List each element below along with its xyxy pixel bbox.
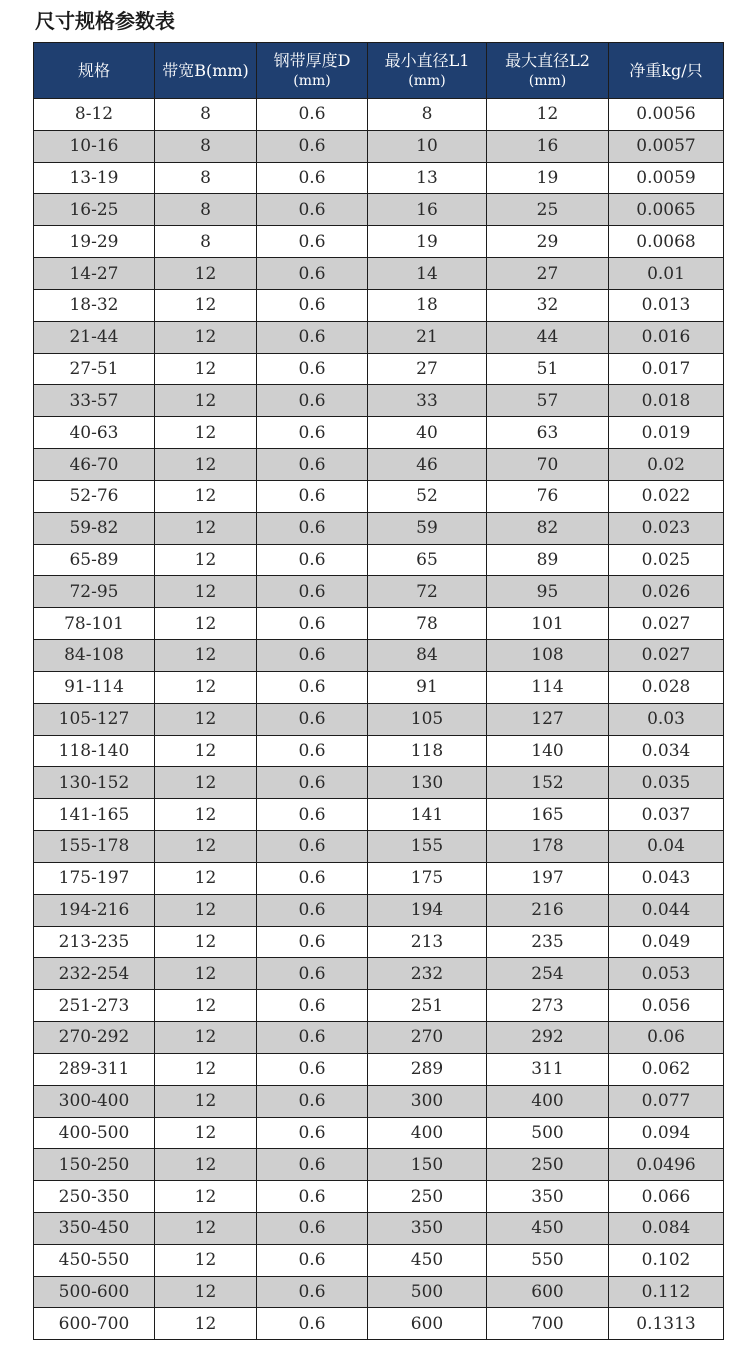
cell-net-weight: 0.0057 — [609, 130, 724, 162]
cell-min-diameter: 84 — [368, 640, 487, 672]
cell-max-diameter: 19 — [487, 162, 609, 194]
cell-band-width: 12 — [155, 735, 257, 767]
cell-min-diameter: 300 — [368, 1085, 487, 1117]
cell-max-diameter: 44 — [487, 321, 609, 353]
cell-net-weight: 0.027 — [609, 640, 724, 672]
header-thickness — [257, 43, 368, 99]
cell-max-diameter: 450 — [487, 1212, 609, 1244]
cell-min-diameter: 13 — [368, 162, 487, 194]
cell-max-diameter: 700 — [487, 1308, 609, 1340]
table-row — [34, 703, 724, 735]
cell-net-weight: 0.077 — [609, 1085, 724, 1117]
cell-thickness: 0.6 — [257, 1244, 368, 1276]
cell-min-diameter: 155 — [368, 831, 487, 863]
cell-band-width: 12 — [155, 862, 257, 894]
cell-thickness: 0.6 — [257, 1308, 368, 1340]
cell-spec: 59-82 — [34, 512, 155, 544]
table-row — [34, 258, 724, 290]
table-row — [34, 162, 724, 194]
table-row — [34, 608, 724, 640]
cell-max-diameter: 350 — [487, 1181, 609, 1213]
cell-spec: 150-250 — [34, 1149, 155, 1181]
header-min-diameter — [368, 43, 487, 99]
cell-max-diameter: 400 — [487, 1085, 609, 1117]
cell-band-width: 8 — [155, 162, 257, 194]
cell-net-weight: 0.026 — [609, 576, 724, 608]
cell-band-width: 12 — [155, 1244, 257, 1276]
cell-net-weight: 0.017 — [609, 353, 724, 385]
cell-thickness: 0.6 — [257, 1022, 368, 1054]
cell-min-diameter: 65 — [368, 544, 487, 576]
cell-max-diameter: 197 — [487, 862, 609, 894]
table-row — [34, 130, 724, 162]
table-row — [34, 353, 724, 385]
cell-max-diameter: 27 — [487, 258, 609, 290]
cell-spec: 118-140 — [34, 735, 155, 767]
cell-thickness: 0.6 — [257, 449, 368, 481]
cell-spec: 21-44 — [34, 321, 155, 353]
cell-band-width: 12 — [155, 1022, 257, 1054]
cell-band-width: 12 — [155, 1085, 257, 1117]
cell-spec: 8-12 — [34, 99, 155, 131]
table-row — [34, 1181, 724, 1213]
cell-spec: 289-311 — [34, 1053, 155, 1085]
cell-net-weight: 0.022 — [609, 480, 724, 512]
cell-thickness: 0.6 — [257, 608, 368, 640]
cell-max-diameter: 235 — [487, 926, 609, 958]
table-row — [34, 735, 724, 767]
cell-band-width: 12 — [155, 385, 257, 417]
table-row — [34, 194, 724, 226]
cell-thickness: 0.6 — [257, 1053, 368, 1085]
cell-band-width: 12 — [155, 608, 257, 640]
cell-thickness: 0.6 — [257, 130, 368, 162]
cell-min-diameter: 18 — [368, 289, 487, 321]
cell-min-diameter: 8 — [368, 99, 487, 131]
cell-net-weight: 0.028 — [609, 671, 724, 703]
cell-min-diameter: 270 — [368, 1022, 487, 1054]
cell-net-weight: 0.049 — [609, 926, 724, 958]
cell-net-weight: 0.01 — [609, 258, 724, 290]
cell-spec: 213-235 — [34, 926, 155, 958]
cell-min-diameter: 213 — [368, 926, 487, 958]
cell-min-diameter: 250 — [368, 1181, 487, 1213]
cell-min-diameter: 33 — [368, 385, 487, 417]
table-row — [34, 1276, 724, 1308]
cell-band-width: 12 — [155, 353, 257, 385]
cell-net-weight: 0.1313 — [609, 1308, 724, 1340]
cell-max-diameter: 108 — [487, 640, 609, 672]
cell-net-weight: 0.013 — [609, 289, 724, 321]
table-header-row — [34, 43, 724, 99]
table-row — [34, 226, 724, 258]
cell-net-weight: 0.03 — [609, 703, 724, 735]
cell-band-width: 12 — [155, 512, 257, 544]
table-row — [34, 990, 724, 1022]
cell-min-diameter: 130 — [368, 767, 487, 799]
table-row — [34, 831, 724, 863]
table-row — [34, 958, 724, 990]
cell-thickness: 0.6 — [257, 1085, 368, 1117]
table-row — [34, 480, 724, 512]
cell-thickness: 0.6 — [257, 1276, 368, 1308]
cell-min-diameter: 78 — [368, 608, 487, 640]
cell-min-diameter: 500 — [368, 1276, 487, 1308]
table-row — [34, 799, 724, 831]
header-band-width-label: 带宽B(mm) — [162, 61, 249, 80]
cell-thickness: 0.6 — [257, 862, 368, 894]
header-max-diameter-unit: (mm) — [528, 72, 567, 89]
table-row — [34, 544, 724, 576]
cell-thickness: 0.6 — [257, 576, 368, 608]
cell-net-weight: 0.035 — [609, 767, 724, 799]
cell-thickness: 0.6 — [257, 226, 368, 258]
cell-max-diameter: 273 — [487, 990, 609, 1022]
cell-band-width: 12 — [155, 1308, 257, 1340]
cell-band-width: 12 — [155, 990, 257, 1022]
cell-min-diameter: 72 — [368, 576, 487, 608]
cell-max-diameter: 51 — [487, 353, 609, 385]
cell-net-weight: 0.02 — [609, 449, 724, 481]
cell-net-weight: 0.0068 — [609, 226, 724, 258]
cell-thickness: 0.6 — [257, 162, 368, 194]
cell-spec: 18-32 — [34, 289, 155, 321]
cell-band-width: 12 — [155, 1117, 257, 1149]
table-row — [34, 99, 724, 131]
cell-min-diameter: 105 — [368, 703, 487, 735]
cell-thickness: 0.6 — [257, 990, 368, 1022]
cell-spec: 155-178 — [34, 831, 155, 863]
table-row — [34, 321, 724, 353]
cell-band-width: 12 — [155, 289, 257, 321]
cell-max-diameter: 12 — [487, 99, 609, 131]
cell-max-diameter: 140 — [487, 735, 609, 767]
cell-thickness: 0.6 — [257, 194, 368, 226]
cell-min-diameter: 600 — [368, 1308, 487, 1340]
cell-thickness: 0.6 — [257, 385, 368, 417]
cell-spec: 72-95 — [34, 576, 155, 608]
cell-max-diameter: 82 — [487, 512, 609, 544]
cell-thickness: 0.6 — [257, 703, 368, 735]
cell-min-diameter: 10 — [368, 130, 487, 162]
cell-band-width: 12 — [155, 767, 257, 799]
header-thickness-unit: (mm) — [293, 72, 331, 89]
cell-thickness: 0.6 — [257, 353, 368, 385]
cell-min-diameter: 251 — [368, 990, 487, 1022]
cell-net-weight: 0.0056 — [609, 99, 724, 131]
table-row — [34, 894, 724, 926]
table-row — [34, 926, 724, 958]
cell-min-diameter: 16 — [368, 194, 487, 226]
cell-band-width: 12 — [155, 1276, 257, 1308]
header-thickness-label: 钢带厚度D — [273, 50, 351, 70]
cell-band-width: 12 — [155, 703, 257, 735]
table-row — [34, 289, 724, 321]
cell-thickness: 0.6 — [257, 671, 368, 703]
cell-max-diameter: 16 — [487, 130, 609, 162]
cell-band-width: 12 — [155, 894, 257, 926]
cell-band-width: 8 — [155, 99, 257, 131]
cell-band-width: 12 — [155, 926, 257, 958]
cell-min-diameter: 91 — [368, 671, 487, 703]
cell-min-diameter: 350 — [368, 1212, 487, 1244]
cell-max-diameter: 95 — [487, 576, 609, 608]
table-row — [34, 385, 724, 417]
table-row — [34, 1212, 724, 1244]
cell-min-diameter: 141 — [368, 799, 487, 831]
cell-net-weight: 0.027 — [609, 608, 724, 640]
cell-band-width: 12 — [155, 1181, 257, 1213]
cell-spec: 232-254 — [34, 958, 155, 990]
cell-min-diameter: 150 — [368, 1149, 487, 1181]
header-min-diameter-label: 最小直径L1 — [384, 50, 470, 70]
cell-spec: 10-16 — [34, 130, 155, 162]
cell-band-width: 8 — [155, 130, 257, 162]
cell-band-width: 12 — [155, 958, 257, 990]
cell-min-diameter: 59 — [368, 512, 487, 544]
cell-max-diameter: 25 — [487, 194, 609, 226]
cell-spec: 14-27 — [34, 258, 155, 290]
cell-max-diameter: 70 — [487, 449, 609, 481]
header-net-weight — [609, 43, 724, 99]
cell-band-width: 8 — [155, 194, 257, 226]
cell-spec: 27-51 — [34, 353, 155, 385]
table-row — [34, 1149, 724, 1181]
cell-min-diameter: 289 — [368, 1053, 487, 1085]
cell-net-weight: 0.018 — [609, 385, 724, 417]
cell-spec: 52-76 — [34, 480, 155, 512]
table-row — [34, 1022, 724, 1054]
cell-spec: 500-600 — [34, 1276, 155, 1308]
cell-net-weight: 0.053 — [609, 958, 724, 990]
cell-spec: 350-450 — [34, 1212, 155, 1244]
cell-max-diameter: 254 — [487, 958, 609, 990]
cell-min-diameter: 46 — [368, 449, 487, 481]
cell-net-weight: 0.019 — [609, 417, 724, 449]
cell-thickness: 0.6 — [257, 735, 368, 767]
cell-thickness: 0.6 — [257, 258, 368, 290]
cell-thickness: 0.6 — [257, 99, 368, 131]
cell-band-width: 12 — [155, 640, 257, 672]
cell-min-diameter: 232 — [368, 958, 487, 990]
cell-thickness: 0.6 — [257, 799, 368, 831]
cell-spec: 141-165 — [34, 799, 155, 831]
table-body — [34, 99, 724, 1340]
cell-max-diameter: 250 — [487, 1149, 609, 1181]
header-max-diameter-label: 最大直径L2 — [505, 50, 590, 70]
cell-spec: 450-550 — [34, 1244, 155, 1276]
cell-spec: 19-29 — [34, 226, 155, 258]
cell-spec: 130-152 — [34, 767, 155, 799]
cell-band-width: 12 — [155, 1149, 257, 1181]
cell-spec: 270-292 — [34, 1022, 155, 1054]
cell-min-diameter: 400 — [368, 1117, 487, 1149]
cell-min-diameter: 19 — [368, 226, 487, 258]
cell-thickness: 0.6 — [257, 480, 368, 512]
cell-thickness: 0.6 — [257, 289, 368, 321]
cell-max-diameter: 216 — [487, 894, 609, 926]
cell-net-weight: 0.06 — [609, 1022, 724, 1054]
table-row — [34, 671, 724, 703]
table-row — [34, 767, 724, 799]
cell-max-diameter: 76 — [487, 480, 609, 512]
cell-max-diameter: 89 — [487, 544, 609, 576]
header-band-width — [155, 43, 257, 99]
cell-net-weight: 0.044 — [609, 894, 724, 926]
cell-band-width: 12 — [155, 799, 257, 831]
table-row — [34, 1053, 724, 1085]
cell-spec: 33-57 — [34, 385, 155, 417]
cell-thickness: 0.6 — [257, 1117, 368, 1149]
cell-max-diameter: 550 — [487, 1244, 609, 1276]
cell-thickness: 0.6 — [257, 512, 368, 544]
cell-max-diameter: 178 — [487, 831, 609, 863]
cell-min-diameter: 40 — [368, 417, 487, 449]
cell-min-diameter: 52 — [368, 480, 487, 512]
cell-thickness: 0.6 — [257, 831, 368, 863]
cell-net-weight: 0.037 — [609, 799, 724, 831]
cell-net-weight: 0.062 — [609, 1053, 724, 1085]
cell-spec: 46-70 — [34, 449, 155, 481]
cell-min-diameter: 14 — [368, 258, 487, 290]
cell-min-diameter: 21 — [368, 321, 487, 353]
cell-thickness: 0.6 — [257, 640, 368, 672]
header-spec-label: 规格 — [77, 61, 110, 80]
cell-net-weight: 0.016 — [609, 321, 724, 353]
cell-spec: 65-89 — [34, 544, 155, 576]
cell-thickness: 0.6 — [257, 1181, 368, 1213]
cell-min-diameter: 27 — [368, 353, 487, 385]
table-row — [34, 1085, 724, 1117]
header-max-diameter — [487, 43, 609, 99]
cell-band-width: 12 — [155, 449, 257, 481]
cell-band-width: 12 — [155, 1053, 257, 1085]
cell-max-diameter: 292 — [487, 1022, 609, 1054]
cell-spec: 251-273 — [34, 990, 155, 1022]
cell-spec: 40-63 — [34, 417, 155, 449]
table-row — [34, 862, 724, 894]
cell-band-width: 12 — [155, 576, 257, 608]
cell-spec: 194-216 — [34, 894, 155, 926]
cell-spec: 105-127 — [34, 703, 155, 735]
cell-max-diameter: 57 — [487, 385, 609, 417]
cell-net-weight: 0.043 — [609, 862, 724, 894]
cell-spec: 600-700 — [34, 1308, 155, 1340]
cell-max-diameter: 29 — [487, 226, 609, 258]
cell-net-weight: 0.025 — [609, 544, 724, 576]
cell-net-weight: 0.102 — [609, 1244, 724, 1276]
cell-thickness: 0.6 — [257, 958, 368, 990]
cell-net-weight: 0.0059 — [609, 162, 724, 194]
cell-band-width: 12 — [155, 544, 257, 576]
cell-thickness: 0.6 — [257, 321, 368, 353]
table-row — [34, 417, 724, 449]
cell-max-diameter: 32 — [487, 289, 609, 321]
header-min-diameter-unit: (mm) — [408, 72, 446, 89]
table-row — [34, 1117, 724, 1149]
cell-spec: 13-19 — [34, 162, 155, 194]
cell-min-diameter: 175 — [368, 862, 487, 894]
cell-thickness: 0.6 — [257, 926, 368, 958]
cell-spec: 84-108 — [34, 640, 155, 672]
cell-thickness: 0.6 — [257, 417, 368, 449]
table-row — [34, 640, 724, 672]
cell-band-width: 12 — [155, 831, 257, 863]
cell-band-width: 12 — [155, 417, 257, 449]
cell-spec: 400-500 — [34, 1117, 155, 1149]
cell-max-diameter: 127 — [487, 703, 609, 735]
cell-band-width: 12 — [155, 1212, 257, 1244]
table-row — [34, 1244, 724, 1276]
cell-max-diameter: 101 — [487, 608, 609, 640]
cell-spec: 91-114 — [34, 671, 155, 703]
cell-spec: 16-25 — [34, 194, 155, 226]
cell-spec: 300-400 — [34, 1085, 155, 1117]
cell-band-width: 8 — [155, 226, 257, 258]
cell-net-weight: 0.0065 — [609, 194, 724, 226]
cell-thickness: 0.6 — [257, 1212, 368, 1244]
cell-max-diameter: 600 — [487, 1276, 609, 1308]
cell-thickness: 0.6 — [257, 894, 368, 926]
cell-band-width: 12 — [155, 480, 257, 512]
cell-net-weight: 0.112 — [609, 1276, 724, 1308]
cell-min-diameter: 118 — [368, 735, 487, 767]
cell-net-weight: 0.094 — [609, 1117, 724, 1149]
cell-band-width: 12 — [155, 671, 257, 703]
cell-max-diameter: 311 — [487, 1053, 609, 1085]
page-title: 尺寸规格参数表 — [35, 9, 175, 33]
cell-max-diameter: 165 — [487, 799, 609, 831]
cell-spec: 175-197 — [34, 862, 155, 894]
cell-max-diameter: 114 — [487, 671, 609, 703]
cell-min-diameter: 194 — [368, 894, 487, 926]
cell-net-weight: 0.056 — [609, 990, 724, 1022]
cell-net-weight: 0.066 — [609, 1181, 724, 1213]
cell-thickness: 0.6 — [257, 544, 368, 576]
table-row — [34, 449, 724, 481]
cell-max-diameter: 500 — [487, 1117, 609, 1149]
header-net-weight-label: 净重kg/只 — [629, 61, 703, 80]
cell-net-weight: 0.0496 — [609, 1149, 724, 1181]
cell-net-weight: 0.04 — [609, 831, 724, 863]
cell-net-weight: 0.084 — [609, 1212, 724, 1244]
cell-thickness: 0.6 — [257, 767, 368, 799]
table-row — [34, 576, 724, 608]
cell-thickness: 0.6 — [257, 1149, 368, 1181]
cell-net-weight: 0.034 — [609, 735, 724, 767]
header-spec — [34, 43, 155, 99]
cell-max-diameter: 63 — [487, 417, 609, 449]
cell-max-diameter: 152 — [487, 767, 609, 799]
cell-band-width: 12 — [155, 258, 257, 290]
cell-spec: 250-350 — [34, 1181, 155, 1213]
table-row — [34, 1308, 724, 1340]
cell-net-weight: 0.023 — [609, 512, 724, 544]
cell-band-width: 12 — [155, 321, 257, 353]
cell-spec: 78-101 — [34, 608, 155, 640]
spec-table — [33, 42, 724, 1340]
table-row — [34, 512, 724, 544]
cell-min-diameter: 450 — [368, 1244, 487, 1276]
